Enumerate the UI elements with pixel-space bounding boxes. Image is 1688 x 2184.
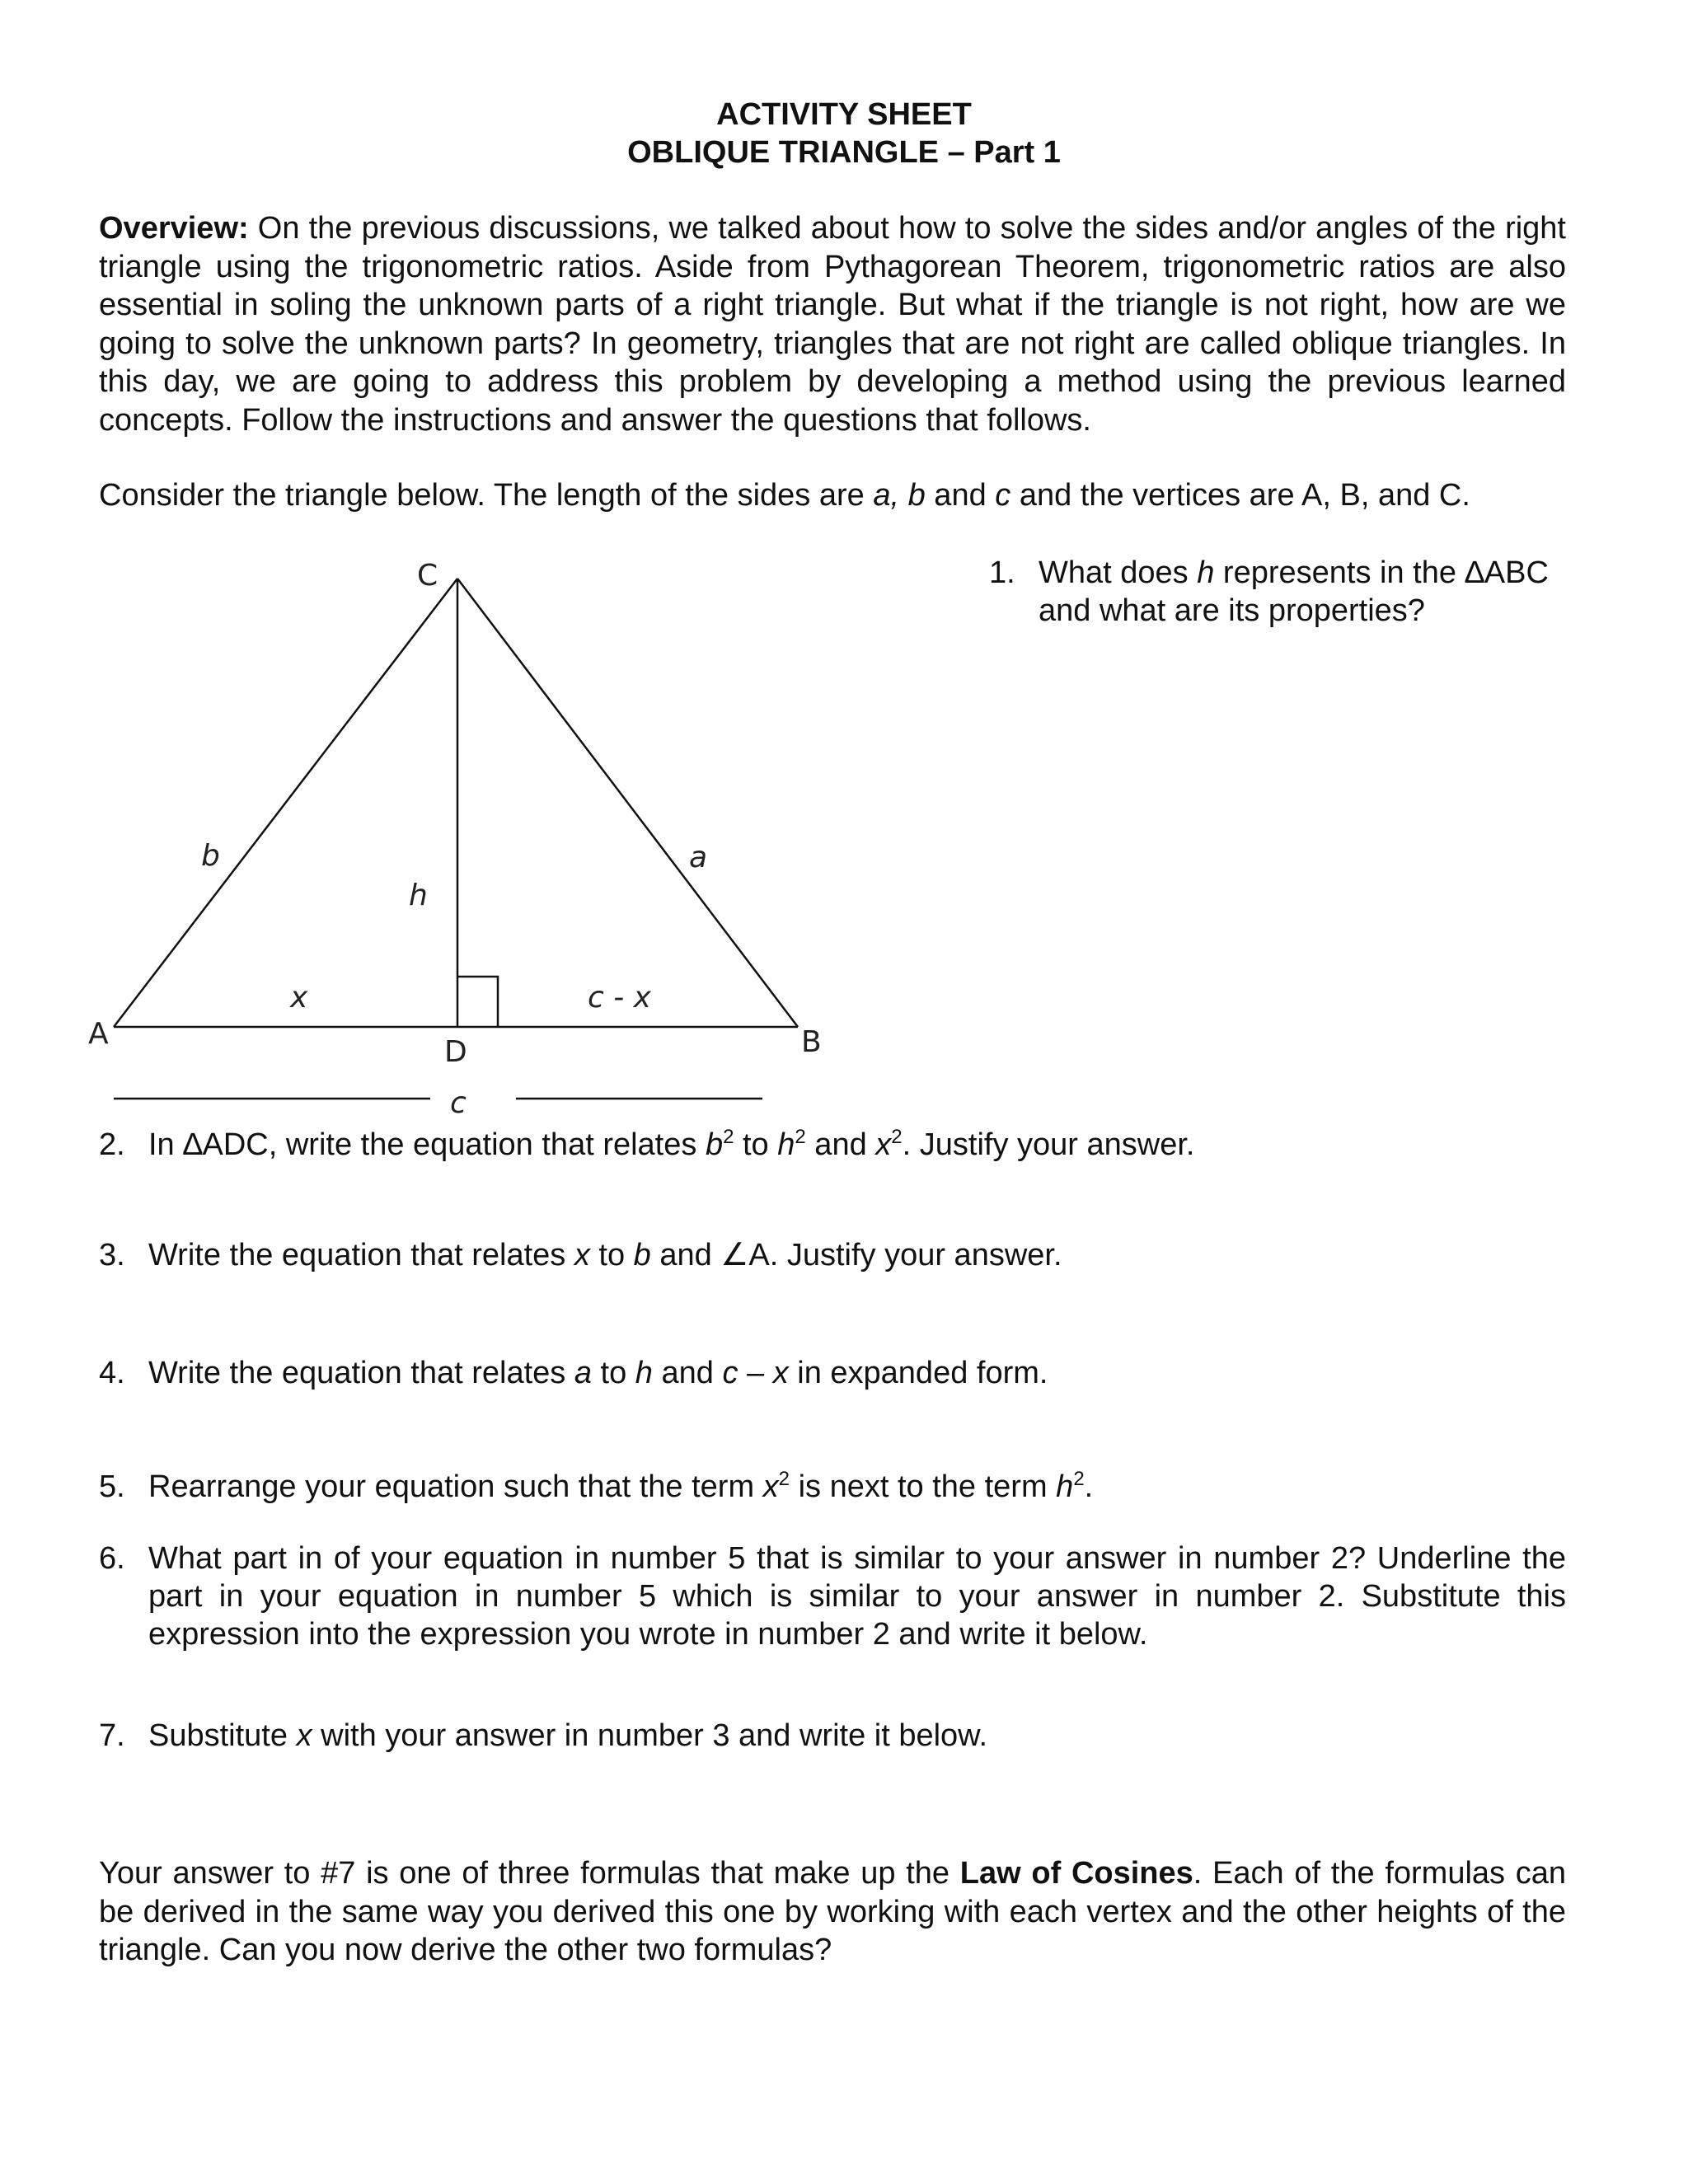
q7-text-2: with your answer in number 3 and write it below. xyxy=(312,1718,988,1753)
question-7 xyxy=(99,1717,1566,1758)
question-4 xyxy=(99,1354,1566,1395)
q4-text-4: – xyxy=(738,1356,773,1390)
q3-text-2: to xyxy=(589,1238,634,1272)
question-2 xyxy=(99,1126,1566,1167)
q3-text-3: and ∠A. Justify your answer. xyxy=(650,1238,1062,1272)
q2-text-1: In ∆ADC, write the equation that relates xyxy=(148,1127,706,1162)
question-1 xyxy=(989,554,1582,636)
q2-exp-b: 2 xyxy=(723,1126,734,1148)
closing-paragraph xyxy=(99,1854,1566,1970)
q2-text-3: and xyxy=(805,1127,876,1162)
question-7-number: 7. xyxy=(99,1718,125,1753)
q5-text-3: . xyxy=(1084,1469,1094,1504)
question-5-text xyxy=(148,1468,1093,1506)
q5-var-x: x xyxy=(762,1469,779,1504)
q5-var-h: h xyxy=(1056,1469,1074,1504)
consider-text-1: Consider the triangle below. The length of the sides are xyxy=(99,478,874,513)
segment-x-label: x xyxy=(290,981,308,1015)
q7-var-x: x xyxy=(296,1718,312,1753)
q4-var-h: h xyxy=(635,1356,653,1390)
consider-text-4: and the vertices are A, B, and C. xyxy=(1010,478,1470,513)
vertex-a-label: A xyxy=(88,1017,109,1051)
closing-text-2: . Each of the formulas can be derived in the same way you derived this one by working with each vertex and the other heights of the triangle. Can you now derive the other two formulas? xyxy=(99,1856,1567,1967)
right-angle-marker xyxy=(457,977,498,1027)
side-a-label: a xyxy=(689,841,708,874)
foot-d-label: D xyxy=(444,1035,467,1069)
question-5 xyxy=(99,1468,1566,1509)
title-line-2: OBLIQUE TRIANGLE – Part 1 xyxy=(627,135,1061,170)
question-1-text xyxy=(1039,554,1549,630)
q1-text-1: What does xyxy=(1039,555,1198,590)
q5-text-1: Rearrange your equation such that the term xyxy=(148,1469,763,1504)
q3-var-b: b xyxy=(633,1238,651,1272)
q4-var-a: a xyxy=(574,1356,592,1390)
closing-text-1: Your answer to #7 is one of three formulas that make up the xyxy=(99,1856,960,1891)
question-3-number: 3. xyxy=(99,1238,125,1272)
question-1-number: 1. xyxy=(989,555,1015,590)
question-6 xyxy=(99,1540,1566,1655)
overview-text: On the previous discussions, we talked about how to solve the sides and/or angles of the right triangle using the trigonometric ratios. Aside from Pythagorean Theorem, trigonometric ratios are also essential in soling the unknown parts of a right triangle. But what if the triangle is not right, how are we going to solve the unknown parts? In geometry, triangles that are not right are called oblique triangles. In this day, we are going to address this problem by developing a method using the previous learned concepts. Follow the instructions and answer the questions that follows. xyxy=(99,211,1566,438)
question-6-text: What part in of your equation in number 5 that is similar to your answer in number 2? Underline the part in your equation in number 5 which is similar to your answer in number 2. Substitute this expression into the expression you wrote in number 2 and write it below. xyxy=(148,1541,1566,1652)
q4-var-x: x xyxy=(772,1356,789,1390)
base-c-label: c xyxy=(450,1086,467,1120)
question-2-text xyxy=(148,1126,1194,1164)
q4-text-1: Write the equation that relates xyxy=(148,1356,574,1390)
q4-text-3: and xyxy=(652,1356,723,1390)
q5-text-2: is next to the term xyxy=(790,1469,1057,1504)
q2-var-x: x xyxy=(875,1127,892,1162)
q5-exp-x: 2 xyxy=(778,1468,790,1490)
question-3 xyxy=(99,1236,1566,1277)
segment-c-minus-x-label: c - x xyxy=(588,981,651,1015)
q3-text-1: Write the equation that relates xyxy=(148,1238,574,1272)
question-5-number: 5. xyxy=(99,1469,125,1504)
vertex-b-label: B xyxy=(801,1025,822,1059)
q2-exp-x: 2 xyxy=(891,1126,903,1148)
q4-text-5: in expanded form. xyxy=(788,1356,1048,1390)
q2-exp-h: 2 xyxy=(795,1126,806,1148)
question-3-text xyxy=(148,1236,1062,1274)
consider-text-3: and xyxy=(925,478,996,513)
q1-var-h: h xyxy=(1197,555,1215,590)
side-b-label: b xyxy=(201,839,220,873)
q1-text-2: represents in the ∆ABC xyxy=(1214,555,1549,590)
law-of-cosines-term: Law of Cosines xyxy=(959,1856,1193,1891)
q2-var-b: b xyxy=(705,1127,724,1162)
q3-var-x: x xyxy=(574,1238,590,1272)
side-a-line xyxy=(457,579,798,1027)
question-4-text xyxy=(148,1354,1048,1392)
q5-exp-h: 2 xyxy=(1073,1468,1085,1490)
question-6-number: 6. xyxy=(99,1541,125,1576)
height-label: h xyxy=(409,879,428,912)
consider-var-c: c xyxy=(995,478,1011,513)
q2-var-h: h xyxy=(777,1127,795,1162)
q4-var-c: c xyxy=(722,1356,738,1390)
vertex-c-label: C xyxy=(417,559,438,593)
q7-text-1: Substitute xyxy=(148,1718,297,1753)
overview-label: Overview: xyxy=(99,211,249,246)
q1-text-line-2: and what are its properties? xyxy=(1039,593,1425,628)
title-line-1: ACTIVITY SHEET xyxy=(716,97,972,132)
q2-text-2: to xyxy=(734,1127,778,1162)
consider-var-b: b xyxy=(907,478,926,513)
q2-text-4: . Justify your answer. xyxy=(902,1127,1195,1162)
question-2-number: 2. xyxy=(99,1127,125,1162)
q4-text-2: to xyxy=(591,1356,635,1390)
question-4-number: 4. xyxy=(99,1356,125,1390)
question-7-text xyxy=(148,1717,987,1755)
consider-var-a: a, xyxy=(873,478,900,513)
side-b-line xyxy=(114,579,457,1027)
